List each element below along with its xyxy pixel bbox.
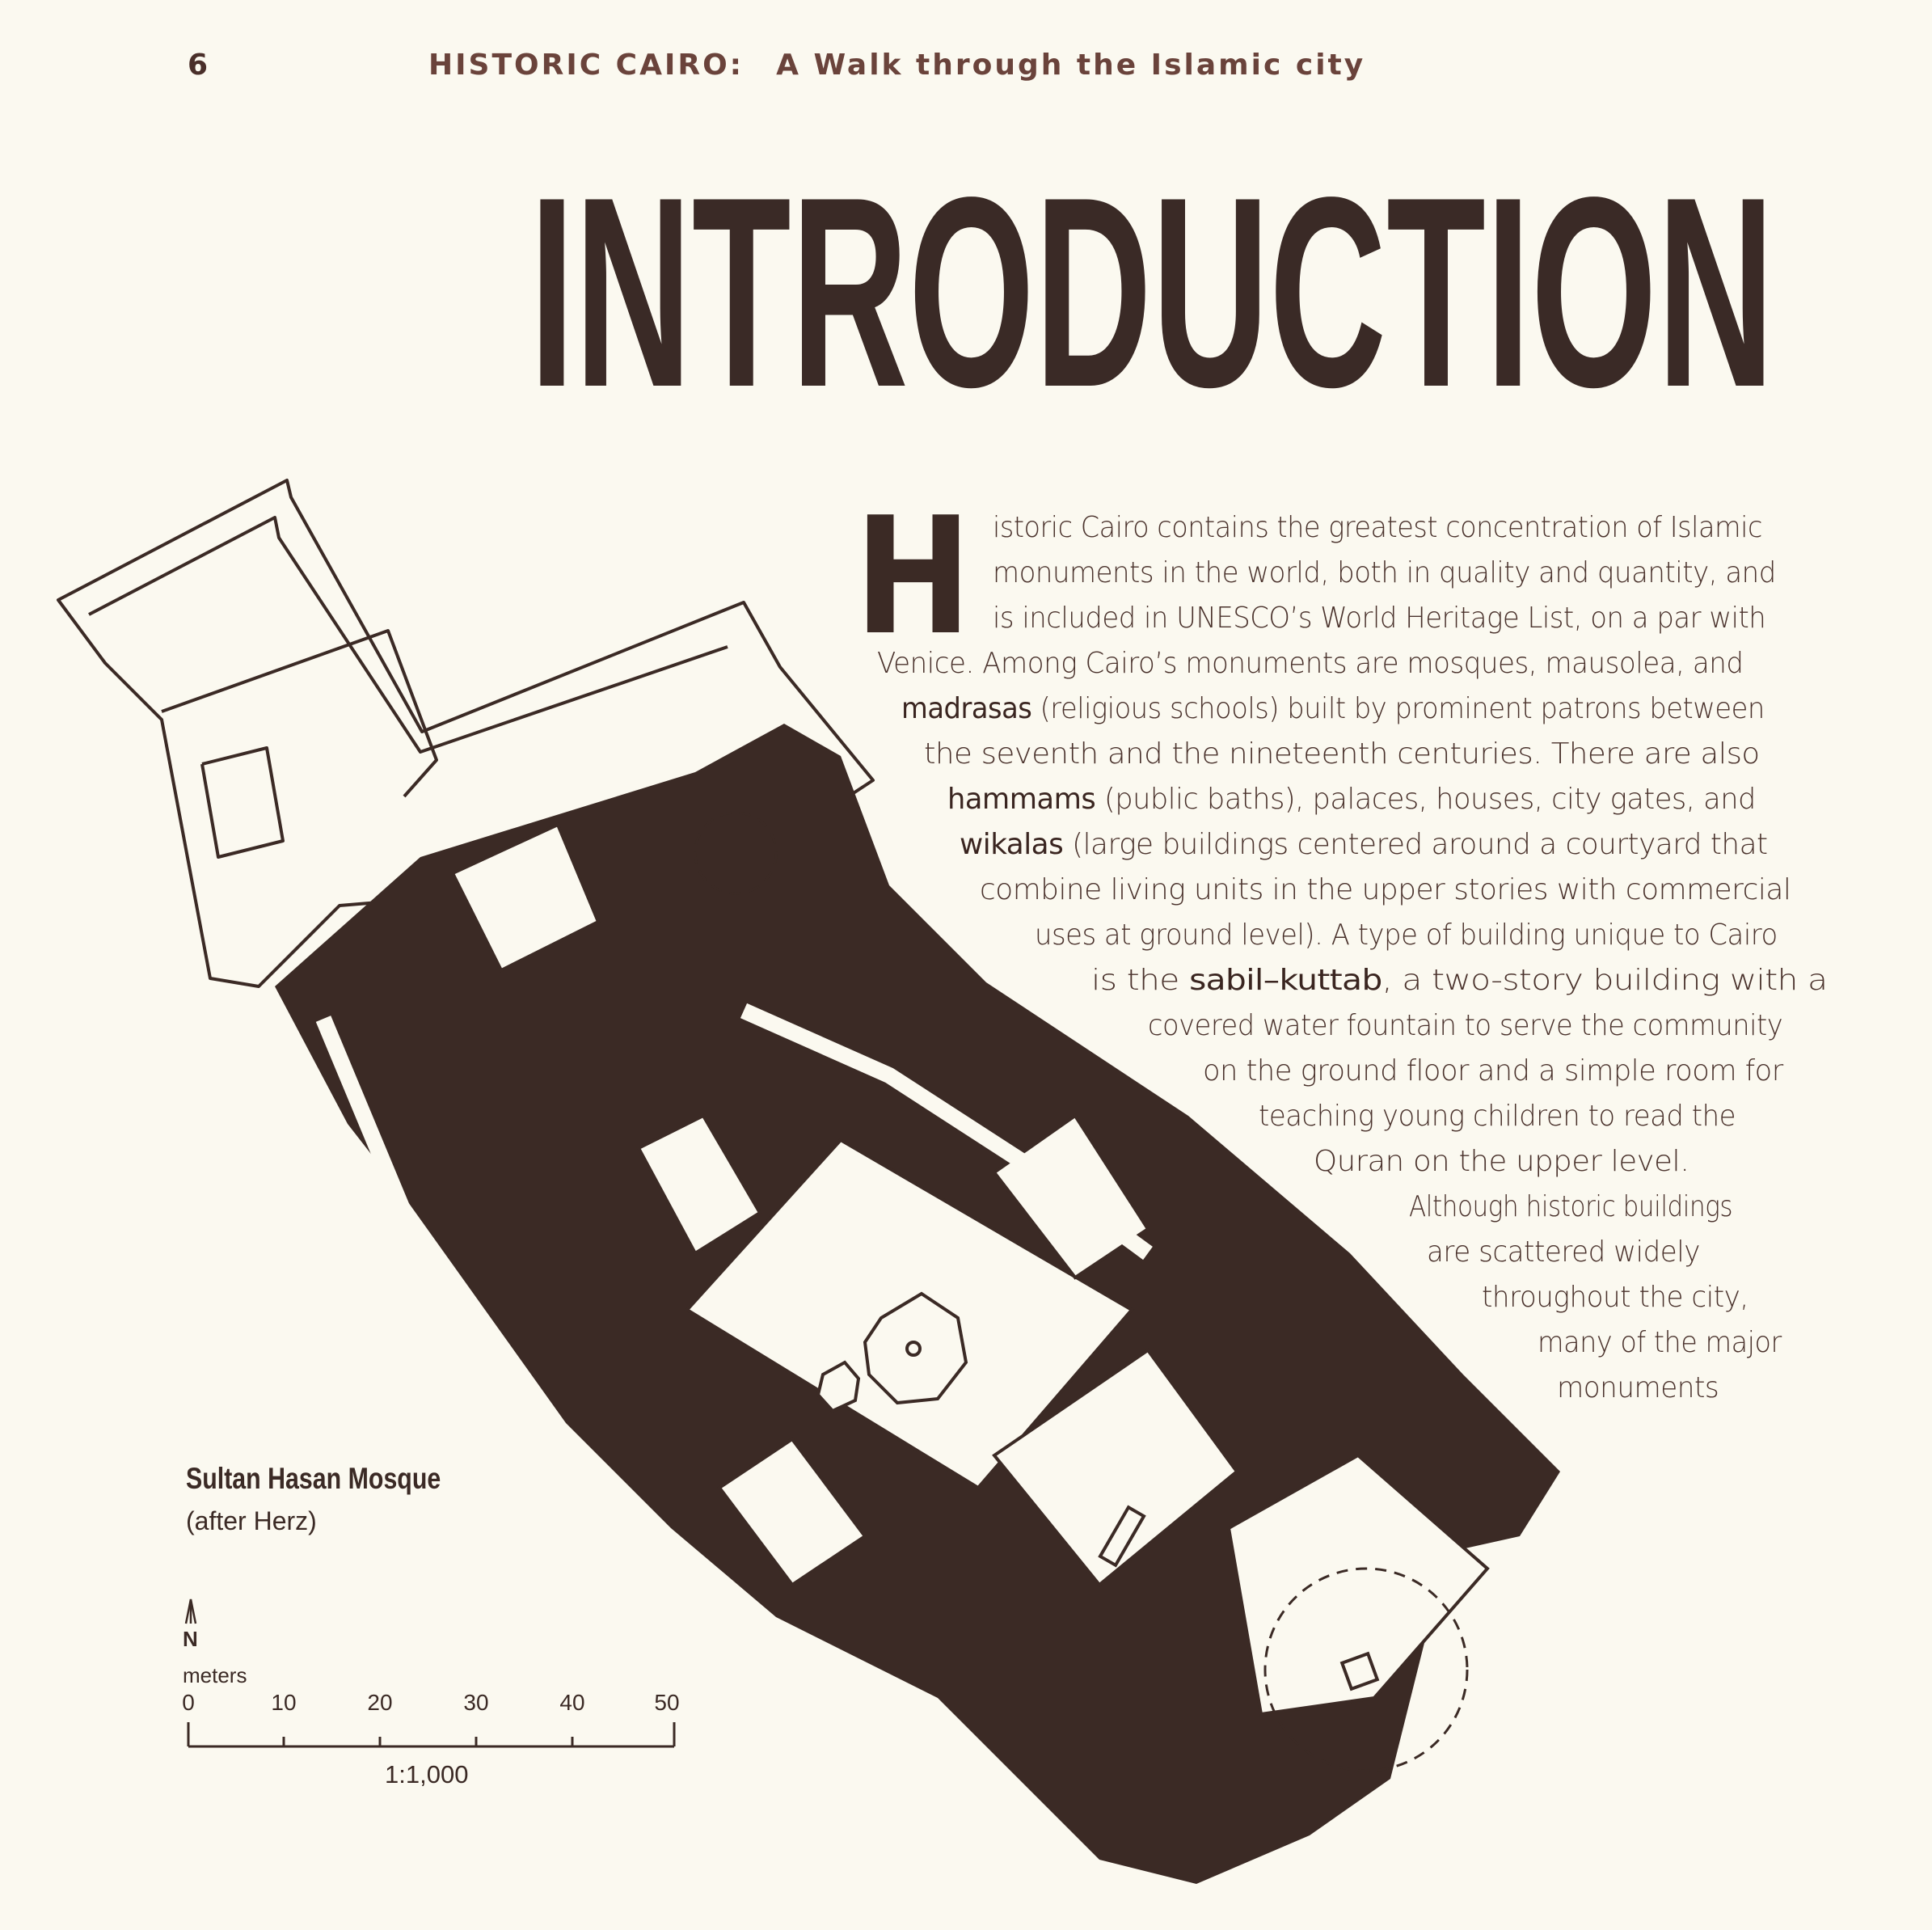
figure-caption-source: (after Herz)	[186, 1506, 317, 1535]
glossary-term: sabil–kuttab	[1189, 964, 1382, 997]
glossary-term: wikalas	[960, 828, 1064, 861]
book-subtitle: A Walk through the Islamic city	[776, 49, 1366, 82]
intro-text-run: monuments	[1557, 1371, 1719, 1404]
figure-caption-title: Sultan Hasan Mosque	[186, 1462, 441, 1495]
intro-line	[960, 828, 1768, 861]
intro-text-run: is the	[1091, 964, 1190, 997]
intro-line	[1091, 964, 1828, 997]
intro-text-run: is included in UNESCO’s World Heritage List, on a par with	[993, 602, 1766, 635]
intro-text-run: the seventh and the nineteenth centuries. There are also	[924, 737, 1760, 771]
intro-line	[1148, 1009, 1782, 1042]
intro-line	[901, 692, 1765, 725]
intro-line	[877, 647, 1744, 680]
glossary-term: madrasas	[901, 692, 1032, 725]
chapter-title-text: INTRODUCTION	[529, 141, 1774, 443]
glossary-term: hammams	[947, 783, 1096, 816]
scale-tick-20: 20	[367, 1690, 393, 1715]
scale-unit: meters	[183, 1663, 247, 1687]
intro-text-run: monuments in the world, both in quality and quantity, and	[993, 556, 1776, 589]
intro-text-run: Although historic buildings	[1409, 1190, 1733, 1223]
scale-ratio: 1:1,000	[385, 1760, 469, 1789]
scale-tick-50: 50	[654, 1690, 680, 1715]
intro-text-run: istoric Cairo contains the greatest concentration of Islamic	[993, 511, 1762, 544]
intro-line	[947, 783, 1756, 816]
intro-line	[1557, 1371, 1719, 1404]
intro-line	[1314, 1145, 1689, 1178]
intro-text-run: many of the major	[1538, 1326, 1782, 1359]
intro-text-run: Quran on the upper level.	[1314, 1145, 1689, 1178]
scale-tick-0: 0	[182, 1690, 195, 1715]
intro-text-run: (public baths), palaces, houses, city gates, and	[1095, 783, 1756, 816]
intro-line	[980, 873, 1791, 906]
scale-tick-30: 30	[463, 1690, 489, 1715]
drop-cap	[854, 483, 972, 671]
drop-cap-letter: H	[854, 483, 972, 671]
north-label: N	[183, 1627, 198, 1651]
intro-text-run: throughout the city,	[1482, 1281, 1749, 1314]
intro-text-run: combine living units in the upper stories with commercial	[980, 873, 1791, 906]
intro-line	[1259, 1100, 1736, 1133]
intro-line	[993, 511, 1762, 544]
page-number: 6	[188, 49, 209, 82]
intro-line	[1538, 1326, 1782, 1359]
intro-line	[1427, 1235, 1700, 1269]
intro-text-run: on the ground floor and a simple room for	[1203, 1054, 1783, 1087]
intro-text-run: are scattered widely	[1427, 1235, 1700, 1269]
scale-tick-40: 40	[559, 1690, 585, 1715]
intro-line	[1203, 1054, 1783, 1087]
intro-text-run: uses at ground level). A type of building unique to Cairo	[1035, 919, 1778, 952]
intro-line	[924, 737, 1760, 771]
scale-tick-10: 10	[271, 1690, 297, 1715]
intro-text-run: covered water fountain to serve the community	[1148, 1009, 1783, 1042]
book-title: HISTORIC CAIRO:	[428, 49, 745, 82]
intro-text-run: (religious schools) built by prominent patrons between	[1031, 692, 1765, 725]
intro-text-run: (large buildings centered around a courtyard that	[1063, 828, 1768, 861]
intro-text-run: , a two-story building with a	[1382, 964, 1828, 997]
intro-line	[1409, 1190, 1732, 1223]
intro-line	[993, 556, 1776, 589]
intro-text-run: teaching young children to read the	[1259, 1100, 1736, 1133]
intro-text-run: Venice. Among Cairo’s monuments are mosques, mausolea, and	[877, 647, 1744, 680]
intro-line	[993, 602, 1765, 635]
intro-line	[1035, 919, 1778, 952]
intro-line	[1482, 1281, 1749, 1314]
